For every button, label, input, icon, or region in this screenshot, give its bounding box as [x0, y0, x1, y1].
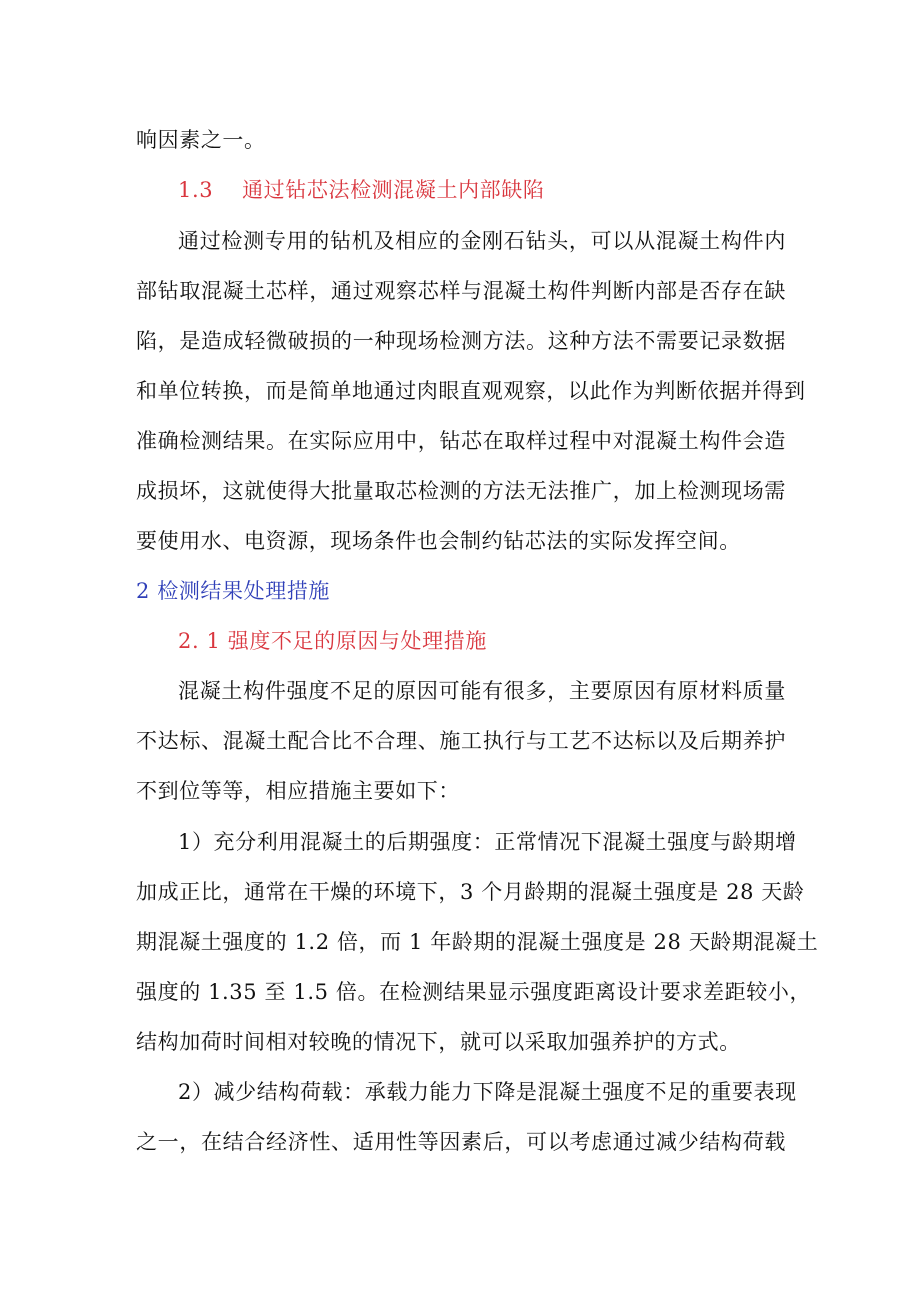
paragraph-line: 要使用水、电资源，现场条件也会制约钻芯法的实际发挥空间。 — [136, 529, 741, 553]
paragraph-line: 混凝土构件强度不足的原因可能有很多，主要原因有原材料质量 — [178, 679, 786, 703]
paragraph-line: 期混凝土强度的 1.2 倍，而 1 年龄期的混凝土强度是 28 天龄期混凝土 — [136, 930, 819, 954]
paragraph-line: 结构加荷时间相对较晚的情况下，就可以采取加强养护的方式。 — [136, 1030, 741, 1054]
paragraph-line: 陷，是造成轻微破损的一种现场检测方法。这种方法不需要记录数据 — [136, 329, 786, 353]
section-heading: 1.3 通过钻芯法检测混凝土内部缺陷 — [178, 178, 545, 202]
paragraph-line: 部钻取混凝土芯样，通过观察芯样与混凝土构件判断内部是否存在缺 — [136, 279, 786, 303]
paragraph-line: 不到位等等，相应措施主要如下： — [136, 779, 460, 803]
paragraph-line: 不达标、混凝土配合比不合理、施工执行与工艺不达标以及后期养护 — [136, 729, 786, 753]
chapter-heading: 2 检测结果处理措施 — [136, 579, 331, 603]
paragraph-line: 2）减少结构荷载：承载力能力下降是混凝土强度不足的重要表现 — [178, 1080, 797, 1104]
paragraph-line: 1）充分利用混凝土的后期强度：正常情况下混凝土强度与龄期增 — [178, 830, 797, 854]
paragraph-line: 成损坏，这就使得大批量取芯检测的方法无法推广，加上检测现场需 — [136, 479, 786, 503]
paragraph-line: 通过检测专用的钻机及相应的金刚石钻头，可以从混凝土构件内 — [178, 229, 786, 253]
paragraph-line: 之一，在结合经济性、适用性等因素后，可以考虑通过减少结构荷载 — [136, 1130, 786, 1154]
paragraph-line: 加成正比，通常在干燥的环境下，3 个月龄期的混凝土强度是 28 天龄 — [136, 880, 805, 904]
paragraph-line: 准确检测结果。在实际应用中，钻芯在取样过程中对混凝土构件会造 — [136, 429, 786, 453]
paragraph-line: 响因素之一。 — [136, 128, 266, 152]
section-heading: 2. 1 强度不足的原因与处理措施 — [178, 629, 487, 653]
paragraph-line: 和单位转换，而是简单地通过肉眼直观观察，以此作为判断依据并得到 — [136, 379, 806, 403]
paragraph-line: 强度的 1.35 至 1.5 倍。在检测结果显示强度距离设计要求差距较小， — [136, 980, 812, 1004]
